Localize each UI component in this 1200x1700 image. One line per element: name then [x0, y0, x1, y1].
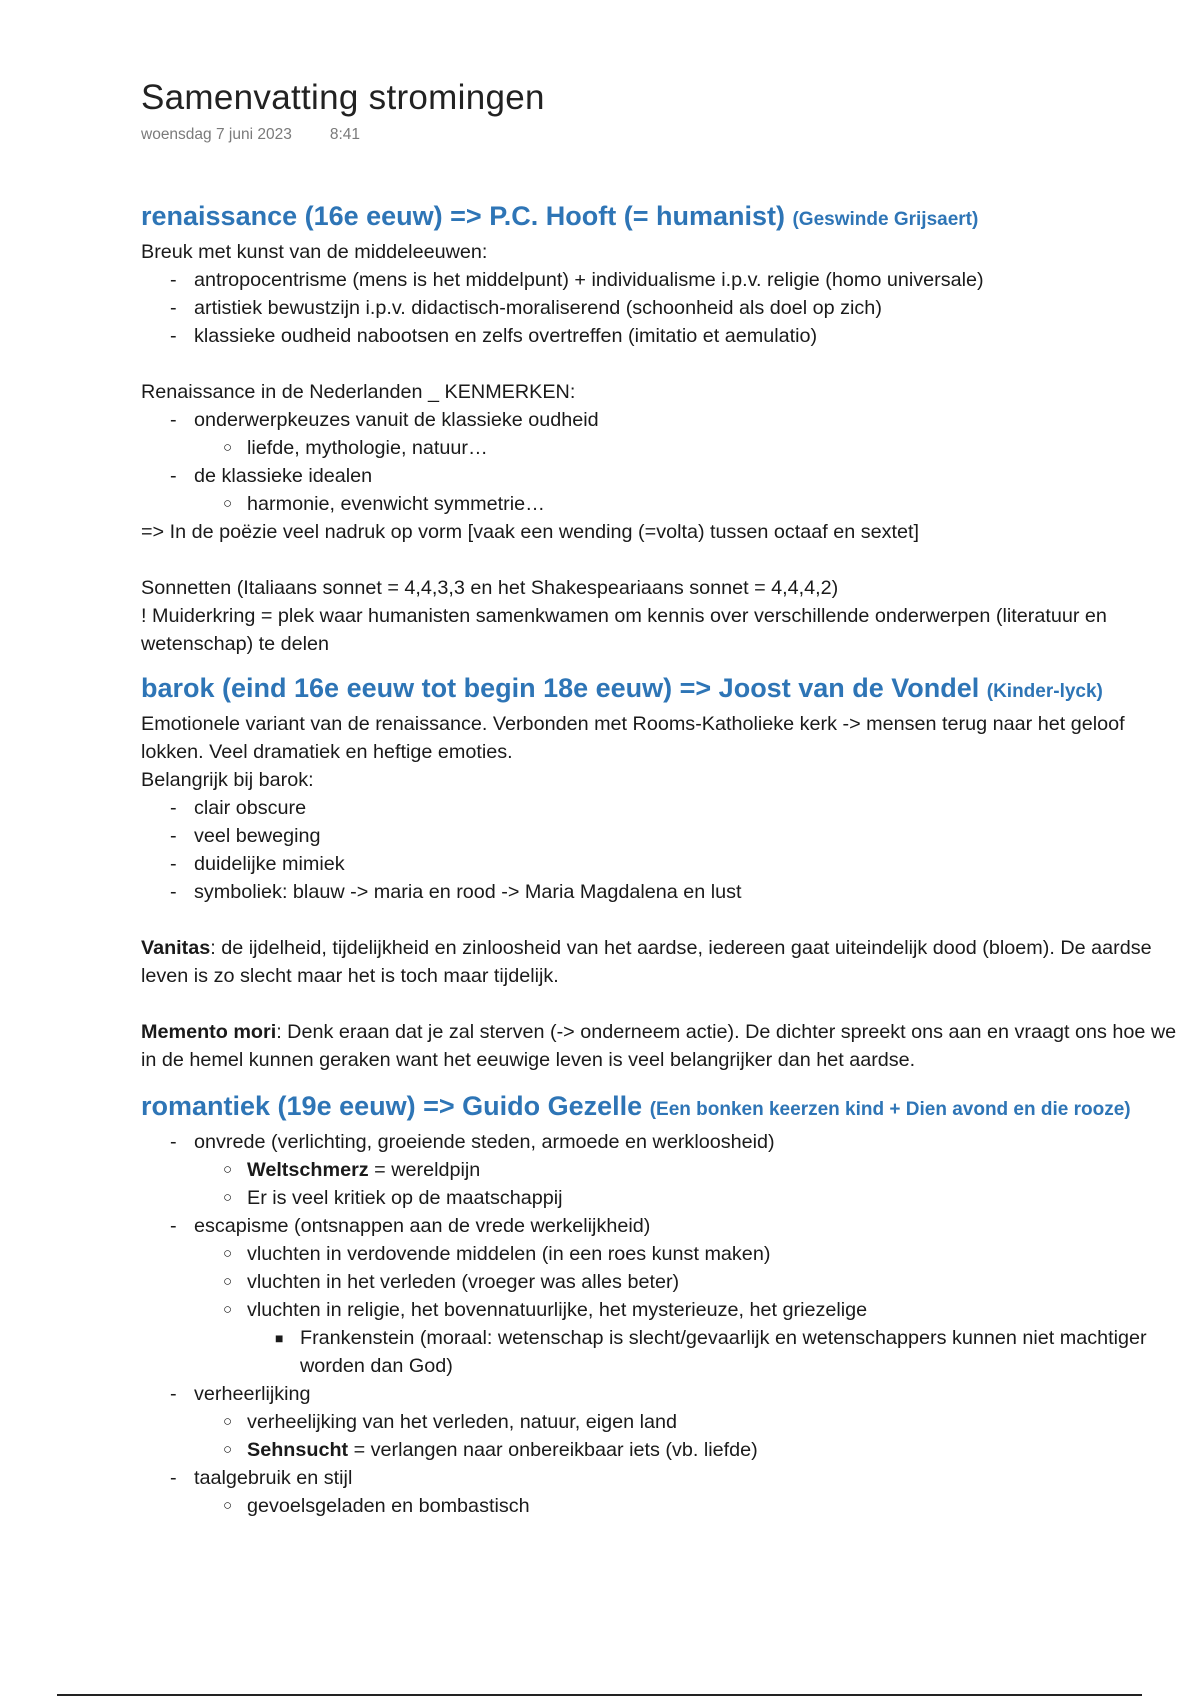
list-item: ○ vluchten in verdovende middelen (in een roes kunst maken) [223, 1243, 771, 1265]
note-page [141, 76, 1181, 1520]
list-item: ○ Sehnsucht = verlangen naar onbereikbaar iets (vb. liefde) [223, 1439, 758, 1461]
renaissance-sonnetten: Sonnetten (Italiaans sonnet = 4,4,3,3 en het Shakespeariaans sonnet = 4,4,4,2) [141, 577, 839, 599]
barok-points [141, 794, 1181, 906]
renaissance-points [141, 266, 1181, 350]
list-item: - artistiek bewustzijn i.p.v. didactisch-moraliserend (schoonheid als doel op zich) [170, 297, 882, 319]
list-item: ○ Er is veel kritiek op de maatschappij [223, 1187, 563, 1209]
heading-romantiek: romantiek (19e eeuw) => Guido Gezelle (Een bonken keerzen kind + Dien avond en die rooze) [141, 1091, 1131, 1121]
renaissance-intro: Breuk met kunst van de middeleeuwen: [141, 241, 488, 263]
barok-belangrijk: Belangrijk bij barok: [141, 769, 314, 791]
list-item: ○ Weltschmerz = wereldpijn [223, 1159, 481, 1181]
renaissance-kenmerken [141, 406, 1181, 518]
list-item: ○ verheelijking van het verleden, natuur, eigen land [223, 1411, 677, 1433]
renaissance-muiderkring: ! Muiderkring = plek waar humanisten samenkwamen om kennis over verschillende onderwerpen (literatuur en wetenschap) te delen [141, 605, 1107, 655]
list-item: - antropocentrisme (mens is het middelpunt) + individualisme i.p.v. religie (homo universale) [170, 269, 984, 291]
renaissance-poezie: => In de poëzie veel nadruk op vorm [vaak een wending (=volta) tussen octaaf en sextet] [141, 521, 919, 543]
renaissance-nl-intro: Renaissance in de Nederlanden _ KENMERKEN: [141, 381, 576, 403]
list-item: - klassieke oudheid nabootsen en zelfs overtreffen (imitatio et aemulatio) [170, 325, 818, 347]
heading-renaissance: renaissance (16e eeuw) => P.C. Hooft (= humanist) (Geswinde Grijsaert) [141, 201, 979, 231]
list-item: ○ gevoelsgeladen en bombastisch [223, 1495, 530, 1517]
list-item: ○ vluchten in het verleden (vroeger was alles beter) [223, 1271, 680, 1293]
barok-memento-mori: Memento mori: Denk eraan dat je zal sterven (-> onderneem actie). De dichter spreekt ons aan en vraagt ons hoe we in de hemel kunnen geraken want het eeuwige leven is veel belangrijker dan het aardse. [141, 1021, 1177, 1071]
list-item: - duidelijke mimiek [170, 853, 345, 875]
list-item: ○ harmonie, evenwicht symmetrie… [223, 493, 545, 515]
list-item: - onvrede (verlichting, groeiende steden, armoede en werkloosheid) ○ Weltschmerz = wereldpijn ○ Er is veel kritiek op de maatschappij [170, 1128, 1181, 1212]
list-item: ○ vluchten in religie, het bovennatuurlijke, het mysterieuze, het griezelige ■ Frankenstein (moraal: wetenschap is slecht/gevaarlijk en wetenschappers kunnen niet machtiger worden dan God) [223, 1296, 1181, 1380]
list-item: - de klassieke idealen ○ harmonie, evenwicht symmetrie… [170, 462, 1181, 518]
list-item: - verheerlijking ○ verheelijking van het verleden, natuur, eigen land ○ Sehnsucht = verlangen naar onbereikbaar iets (vb. liefde) [170, 1380, 1181, 1464]
list-item: - veel beweging [170, 825, 321, 847]
page-title: Samenvatting stromingen [141, 78, 545, 117]
page-time: 8:41 [329, 126, 360, 143]
list-item: - taalgebruik en stijl ○ gevoelsgeladen en bombastisch [170, 1464, 1181, 1520]
page-meta [141, 126, 1181, 144]
page-bottom-rule [57, 1694, 1142, 1696]
list-item: ○ liefde, mythologie, natuur… [223, 437, 488, 459]
barok-intro: Emotionele variant van de renaissance. Verbonden met Rooms-Katholieke kerk -> mensen terug naar het geloof lokken. Veel dramatiek en heftige emoties. [141, 713, 1125, 763]
list-item: - onderwerpkeuzes vanuit de klassieke oudheid ○ liefde, mythologie, natuur… [170, 406, 1181, 462]
romantiek-points [141, 1128, 1181, 1520]
barok-vanitas: Vanitas: de ijdelheid, tijdelijkheid en zinloosheid van het aardse, iedereen gaat uiteindelijk dood (bloem). De aardse leven is zo slecht maar het is toch maar tijdelijk. [141, 937, 1152, 987]
list-item: ■ Frankenstein (moraal: wetenschap is slecht/gevaarlijk en wetenschappers kunnen niet machtiger worden dan God) [275, 1327, 1147, 1377]
page-date: woensdag 7 juni 2023 [141, 126, 292, 143]
list-item: - clair obscure [170, 797, 307, 819]
list-item: - escapisme (ontsnappen aan de vrede werkelijkheid) ○ vluchten in verdovende middelen (in een roes kunst maken) ○ vluchten in het verleden (vroeger was alles beter) ○ vluchten in religie, het bovennatuurlijke, het mysterieuze, het griezelige ■ Frankenstein (moraal: wetenschap is slecht/gevaarlijk en wetenschappers kunnen niet machtiger worden dan God) [170, 1212, 1181, 1380]
list-item: - symboliek: blauw -> maria en rood -> Maria Magdalena en lust [170, 881, 742, 903]
heading-barok: barok (eind 16e eeuw tot begin 18e eeuw) => Joost van de Vondel (Kinder-lyck) [141, 673, 1103, 703]
